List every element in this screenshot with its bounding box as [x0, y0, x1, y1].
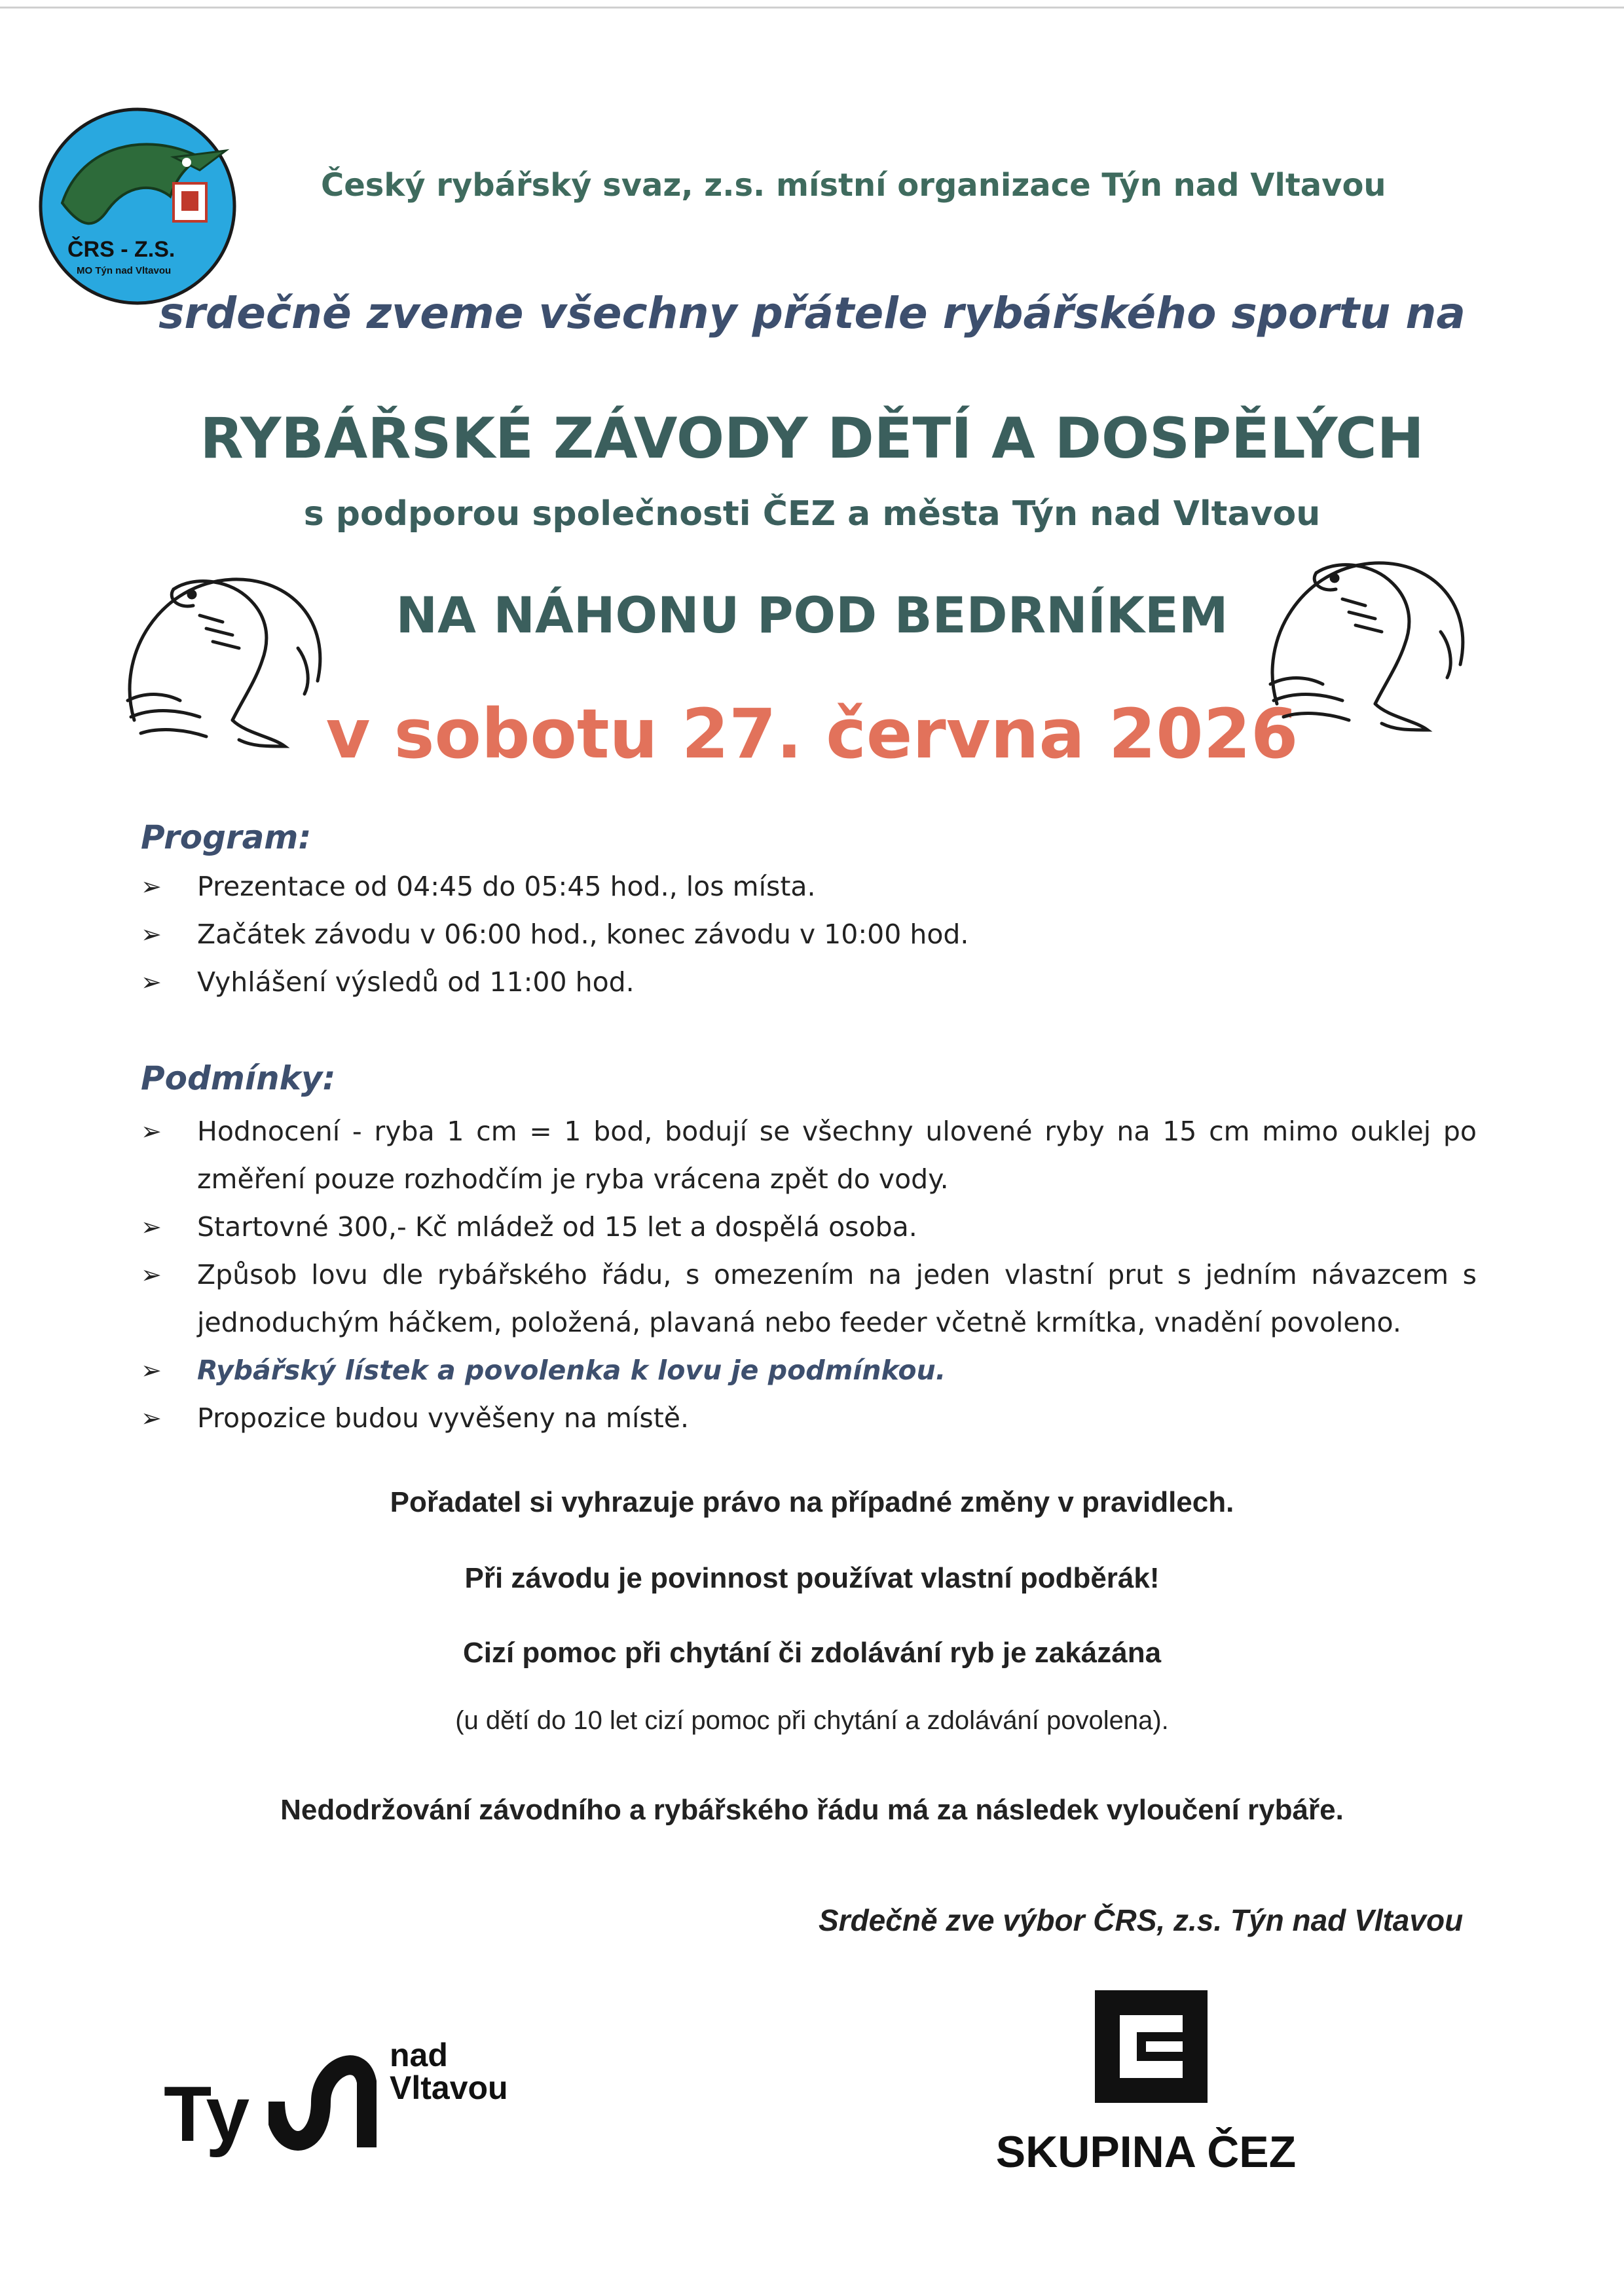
list-item: ➢ Startovné 300,- Kč mládež od 15 let a dospělá osoba.	[141, 1203, 1477, 1251]
fish-right-icon	[1244, 534, 1486, 756]
conditions-heading: Podmínky:	[141, 1059, 336, 1097]
tyn-logo	[164, 2023, 557, 2180]
note-disqualification: Nedodržování závodního a rybářského řádu má za následek vyloučení rybáře.	[280, 1794, 1344, 1826]
note-kids-help: (u dětí do 10 let cizí pomoc při chytání a zdolávání povolena).	[455, 1706, 1169, 1735]
sponsor-line: s podporou společnosti ČEZ a města Týn nad Vltavou	[303, 494, 1321, 534]
arrow-bullet-icon: ➢	[141, 1212, 162, 1241]
tyn-logo-big-text: Ty	[164, 2070, 250, 2158]
list-item: ➢ Způsob lovu dle rybářského řádu, s omezením na jeden vlastní prut s jedním návazcem s jednoduchým háčkem, položená, plavaná nebo feeder včetně krmítka, vnadění povoleno.	[141, 1251, 1477, 1347]
arrow-bullet-icon: ➢	[141, 920, 162, 949]
crs-logo-main-text: ČRS - Z.S.	[67, 237, 175, 262]
signoff: Srdečně zve výbor ČRS, z.s. Týn nad Vltavou	[819, 1903, 1464, 1937]
arrow-bullet-icon: ➢	[141, 872, 162, 901]
tyn-logo-vltavou: Vltavou	[390, 2069, 508, 2106]
list-item: ➢ Prezentace od 04:45 do 05:45 hod., los místa.	[141, 863, 1490, 911]
program-heading: Program:	[141, 818, 312, 856]
note-rules-change: Pořadatel si vyhrazuje právo na případné změny v pravidlech.	[390, 1486, 1234, 1518]
arrow-bullet-icon: ➢	[141, 1404, 162, 1432]
arrow-bullet-icon: ➢	[141, 1260, 162, 1289]
list-item: ➢ Rybářský lístek a povolenka k lovu je podmínkou.	[141, 1347, 1477, 1394]
list-item: ➢ Začátek závodu v 06:00 hod., konec závodu v 10:00 hod.	[141, 911, 1490, 958]
program-list	[141, 863, 1490, 1006]
note-no-help: Cizí pomoc při chytání či zdolávání ryb je zakázána	[462, 1637, 1162, 1669]
tyn-logo-wave-icon	[268, 2043, 399, 2174]
crs-logo-sub-text: MO Týn nad Vltavou	[77, 265, 172, 276]
organization-line: Český rybářský svaz, z.s. místní organizace Týn nad Vltavou	[321, 167, 1386, 204]
invitation-line: srdečně zveme všechny přátele rybářského sportu na	[158, 288, 1466, 338]
arrow-bullet-icon: ➢	[141, 968, 162, 996]
venue-line: NA NÁHONU POD BEDRNÍKEM	[396, 586, 1228, 644]
cez-logo	[982, 1984, 1310, 2193]
list-item: ➢ Hodnocení - ryba 1 cm = 1 bod, bodují se všechny ulovené ryby na 15 cm mimo ouklej po změření pouze rozhodčím je ryba vrácena zpět do vody.	[141, 1108, 1477, 1203]
list-item: ➢ Propozice budou vyvěšeny na místě.	[141, 1394, 1477, 1442]
list-item: ➢ Vyhlášení výsledů od 11:00 hod.	[141, 958, 1490, 1006]
event-title: RYBÁŘSKÉ ZÁVODY DĚTÍ A DOSPĚLÝCH	[200, 406, 1424, 471]
event-date: v sobotu 27. června 2026	[325, 694, 1299, 774]
arrow-bullet-icon: ➢	[141, 1117, 162, 1146]
cez-logo-mark-icon	[1095, 1990, 1208, 2103]
arrow-bullet-icon: ➢	[141, 1356, 162, 1385]
crs-logo	[36, 105, 239, 308]
top-edge-line	[0, 7, 1624, 9]
cez-logo-label: SKUPINA ČEZ	[995, 2127, 1297, 2177]
tyn-logo-nad: nad	[390, 2037, 448, 2073]
fish-left-icon	[101, 550, 344, 773]
conditions-list	[141, 1108, 1477, 1442]
note-landing-net: Při závodu je povinnost používat vlastní podběrák!	[464, 1562, 1160, 1594]
